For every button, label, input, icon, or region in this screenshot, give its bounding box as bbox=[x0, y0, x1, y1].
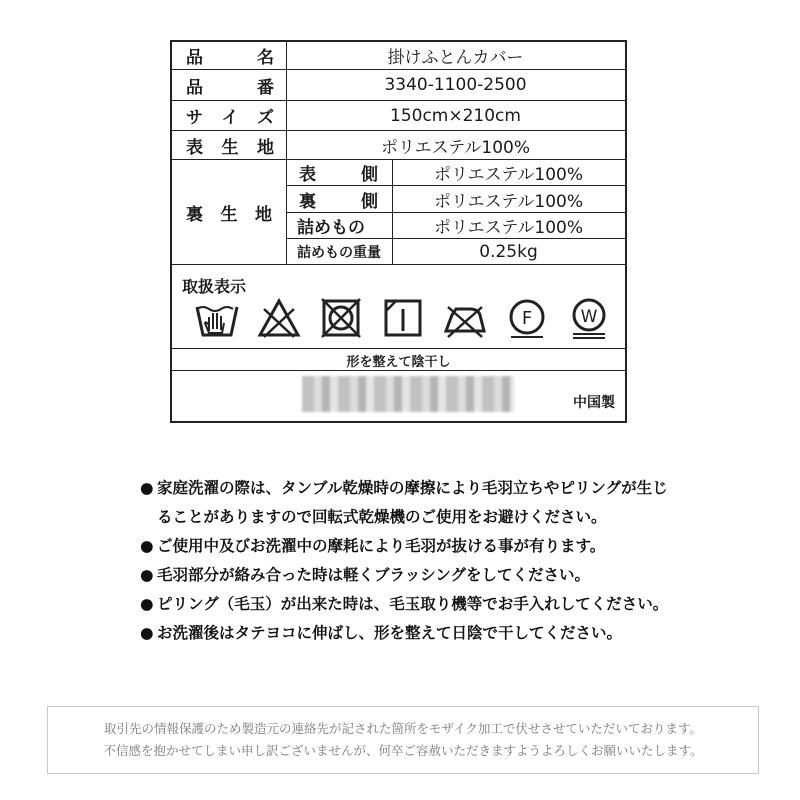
privacy-disclaimer bbox=[47, 706, 759, 774]
sub-header-outer-side: 表 側 bbox=[299, 165, 378, 185]
inner-side-value: ポリエステル100% bbox=[433, 191, 584, 212]
filling-weight-value: 0.25kg bbox=[479, 241, 538, 262]
row-header-back-fabric: 裏 生 地 bbox=[186, 204, 272, 225]
care-notes bbox=[140, 474, 670, 648]
list-item: ● 家庭洗濯の際は、タンブル乾燥時の摩擦により毛羽立ちやピリングが生じることがありますので回転式乾燥機のご使用をお避けください。 bbox=[140, 474, 670, 532]
disclaimer-line-1: 取引先の情報保護のため製造元の連絡先が記された箇所をモザイク加工で伏せさせていただいております。 bbox=[104, 721, 702, 736]
dry-in-shade-note: 形を整えて陰干し bbox=[346, 354, 451, 370]
bullet-icon: ● bbox=[140, 624, 154, 642]
bullet-icon: ● bbox=[140, 595, 154, 613]
sub-header-inner-side: 裏 側 bbox=[299, 191, 378, 212]
disclaimer-line-2: 不信感を抱かせてしまい申し訳ございませんが、何卒ご容赦いただきますようよろしくお願いいたします。 bbox=[103, 743, 703, 758]
no-iron-icon bbox=[434, 294, 496, 342]
front-fabric-value: ポリエステル100% bbox=[380, 137, 531, 158]
row-header-product-number: 品 番 bbox=[186, 77, 274, 98]
list-item: ● ピリング（毛玉）が出来た時は、毛玉取り機等でお手入れしてください。 bbox=[140, 590, 670, 619]
filling-value: ポリエステル100% bbox=[433, 218, 584, 238]
line-dry-icon bbox=[372, 294, 434, 342]
sub-header-filling-weight: 詰めもの重量 bbox=[297, 244, 381, 261]
product-number-value: 3340-1100-2500 bbox=[384, 75, 527, 95]
mosaic-redaction bbox=[302, 376, 514, 412]
bullet-icon: ● bbox=[140, 537, 154, 555]
list-item: ● 毛羽部分が絡み合った時は軽くブラッシングをしてください。 bbox=[140, 561, 670, 590]
size-value: 150cm×210cm bbox=[390, 105, 521, 126]
wet-clean-w-icon bbox=[558, 294, 620, 342]
outer-side-value: ポリエステル100% bbox=[433, 165, 584, 185]
row-header-size: サ イ ズ bbox=[186, 108, 274, 128]
list-item: ● ご使用中及びお洗濯中の摩耗により毛羽が抜ける事が有ります。 bbox=[140, 532, 670, 561]
hand-wash-icon bbox=[186, 294, 248, 342]
product-name-value: 掛けふとんカバー bbox=[387, 48, 524, 68]
sub-header-filling: 詰めもの bbox=[297, 218, 365, 238]
list-item: ● お洗濯後はタテヨコに伸ばし、形を整えて日陰で干してください。 bbox=[140, 619, 670, 648]
no-tumble-dry-icon bbox=[310, 294, 372, 342]
svg-text:W: W bbox=[580, 307, 598, 327]
bullet-icon: ● bbox=[140, 479, 154, 497]
care-instructions-title: 取扱表示 bbox=[182, 277, 247, 296]
country-of-origin: 中国製 bbox=[573, 395, 615, 411]
row-header-front-fabric: 表 生 地 bbox=[186, 137, 274, 158]
dry-clean-f-icon bbox=[496, 294, 558, 342]
row-header-product-name: 品 名 bbox=[186, 48, 274, 68]
svg-text:F: F bbox=[521, 308, 533, 329]
care-symbols bbox=[186, 294, 620, 344]
care-label bbox=[170, 40, 627, 423]
no-bleach-icon bbox=[248, 294, 310, 342]
bullet-icon: ● bbox=[140, 566, 154, 584]
